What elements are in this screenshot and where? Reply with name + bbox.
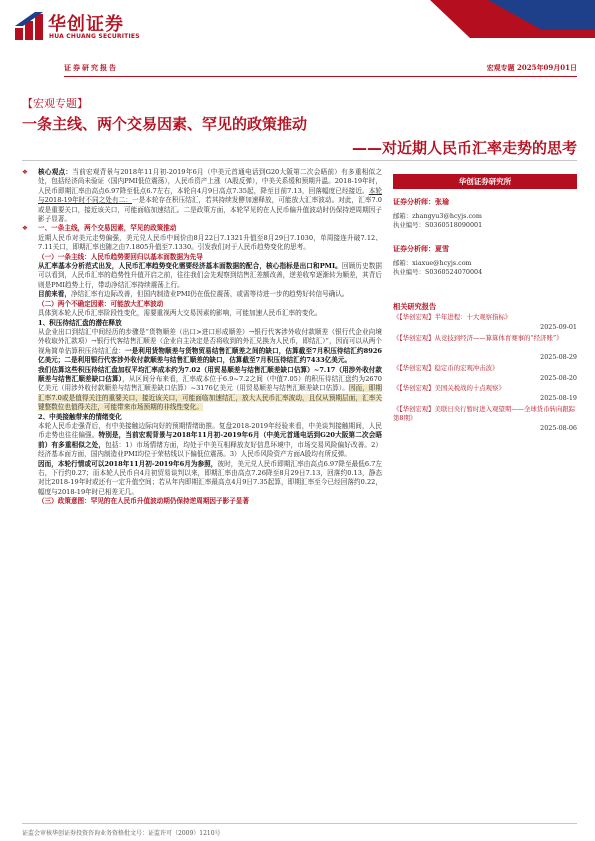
main-summary — [22, 168, 383, 507]
core-view-difference: 本轮与2018-19年时不同之处有二： — [38, 186, 383, 205]
related-report-date: 2025-08-19 — [540, 394, 577, 402]
core-view-body: 当前宏观背景与2018年11月初-2019年6月（中美元首通电话到G20大阪第二次会晤前）有多重相似之处，包括经济尚未验证（国内PMI低位震荡），人民币资产上涨（A股反弹），中美关系缓和预期升温。2018-19年时，人民币即期汇率由高点6.97降至低点6.7左右，本轮自4月9日高点7.35起，降至目前7.13，回落幅度已经接近。 — [38, 168, 383, 195]
related-report-date: 2025-08-06 — [540, 424, 577, 432]
analyst-1: 证券分析师：张瑜 邮箱：zhangyu3@hcyjs.com 执业编号：S0360518090001 — [393, 197, 577, 230]
part-1-heading: （一）一条主线：人民币趋势要回归以基本面数据为先导 — [38, 252, 203, 261]
brand-name-cn: 华创证券 — [48, 14, 124, 35]
bullet-icon: ❖ — [22, 168, 28, 176]
part-1-paragraph: 从汇率基本分析范式出发，人民币汇率趋势变化需要经济基本面数据的配合，核心指标是出口和PMI。回顾历史数据可以看到，人民币汇率的趋势性升值开启之前，往往我们会先观察到结售汇差额改善，逆差收窄逐渐转为顺差，其背后则是PMI趋势上行，带动净结汇率持续震荡上行。 — [38, 262, 383, 289]
part-1-current: 目前来看，净结汇率有边际改善，但国内制造业PMI仍在低位震荡，或需等待进一步的趋势好转信号确认。 — [38, 290, 349, 299]
core-view-label: 核心观点： — [38, 168, 73, 176]
report-title: 一条主线、两个交易因素、罕见的政策推动 — [22, 115, 308, 133]
related-report-link[interactable]: 《【华创宏观】稳定币的宏观冲击波》 — [393, 364, 499, 372]
bullet-icon: ❖ — [22, 224, 28, 233]
part-3-heading: （三）政策意图：罕见的在人民币升值波动期仍保持逆周期因子影子显著 — [38, 497, 249, 506]
brand-logo-mark — [14, 11, 44, 41]
part-2-body: 具体到本轮人民币汇率阶段性变化，需要重视两大交易因素的影响，可能加速人民币汇率的变化。 — [38, 309, 322, 318]
part-2-2-heading: 2、中美接触带来的情绪变化 — [38, 412, 122, 421]
related-report-link[interactable]: 《【华创宏观】半年进程：十大观察指标》 — [393, 313, 512, 321]
analyst-2-email[interactable]: xiaxue@hcyjs.com — [412, 259, 472, 267]
footer-license: 证监会审核华创证券投资咨询业务资格批文号：证监许可（2009）1210号 — [22, 830, 221, 837]
analyst-1-license: S0360518090001 — [424, 221, 483, 229]
footer-divider — [22, 823, 577, 824]
analyst-2: 证券分析师：夏雪 邮箱：xiaxue@hcyjs.com 执业编号：S0360524070004 — [393, 244, 577, 277]
related-report-date: 2025-09-01 — [540, 323, 577, 331]
analyst-1-name: 证券分析师：张瑜 — [393, 197, 449, 206]
part-2-1-paragraph: 从企业出口到结汇中间经历的步骤是“货物顺差（出口>进口形成顺差）→银行代客涉外收付款顺差（银行代企业向境外收取外汇款项）→银行代客结售汇顺差（企业自主决定是否将收到的外汇兑换为人民币，即结汇）”，因而可以从两个视角简单估算积压待结汇盘：一是利用货物顺差与货物贸易结售汇顺差之间的缺口，估算截至7月积压待结汇约8926亿美元；二是利用银行代客涉外收付款顺差与结售汇顺差的缺口，估算截至7月积压待结汇约7433亿美元。 — [38, 327, 382, 365]
section-1-body: 近期人民币对美元走势偏强，美元兑人民币中间价由8月22日7.1321升值至8月29日7.1030，单周接连升破7.12、7.11关口，即期汇率也随之由7.1805升值至7.1330。引发我们对于人民币趋势变化的思考。 — [38, 233, 382, 252]
report-tag: 【宏观专题】 — [22, 97, 88, 110]
core-view-tail: 一是本轮存在积压结汇，若其持续发酵加速释放，可能放大汇率波动。对此，汇率7.0或是重要关口，接近该关口，可能面临加速结汇。二是政策方面，本轮罕见的在人民币偏升值波动时仍保持逆周期因子影子显著。 — [38, 196, 382, 224]
related-report-date: 2025-08-20 — [540, 374, 577, 382]
header-divider — [64, 76, 577, 77]
corner-decoration — [430, 0, 595, 38]
report-type-date: 宏观专题 2025年09月01日 — [486, 63, 577, 72]
part-2-1-estimate: 我们估算这些积压待结汇盘加权平均汇率成本约为7.02（用贸易顺差与结售汇顺差缺口估算）~7.17（用涉外收付款顺差与结售汇顺差缺口估算），从区间分布来看，汇率成本位于6.9~7.2之间（中值7.05）的积压待结汇盘约为2670亿美元（用涉外收付款顺差与结售汇顺差缺口估算）~3176亿美元（用贸易顺差与结售汇顺差缺口估算）。因而，即期汇率7.0或是值得关注的重要关口，接近该关口，可能面临加速结汇，放大人民币汇率波动，且仅从预期层面，汇率关键整数位也值得关注，可能带来市场预期的非线性变化。 — [38, 365, 382, 412]
report-category: 证券研究报告 — [64, 63, 118, 72]
related-report-date: 2025-08-29 — [540, 353, 577, 361]
title-divider — [22, 160, 577, 161]
brand-name-en: HUA CHUANG SECURITIES — [49, 33, 140, 40]
part-2-1-heading: 1、积压待结汇盘的潜在释放 — [38, 318, 122, 327]
part-2-2-paragraph: 本轮人民币走强背后，有中美接触边际向好的预期情绪助推。复盘2018-2019年经验来看，中美谈判接触期间，人民币走势也往往偏强。特别是，当前宏观背景与2018年11月初-2019年6月（中美元首通电话到G20大阪第二次会晤前）有多重相似之处，包括：1）市场情绪方面，均处于中美互相释放友好信息环境中，市场交易风险偏好改善。2）经济基本面方面，国内制造业PMI均位于荣枯线以下偏低位震荡。3）人民币风险资产方面A股均有所反弹。 — [38, 421, 383, 459]
related-report-link[interactable]: 《【华创宏观】美国关税战的十点观察》 — [393, 384, 505, 392]
related-report-link[interactable]: 《【华创宏观】从竞技到经济——算算体育赛事的“经济账”》 — [393, 334, 563, 342]
section-1-heading: ❖ 一、一条主线，两个交易因素，罕见的政策推动 — [22, 224, 177, 233]
institute-banner: 华创证券研究所 — [393, 174, 577, 189]
report-subtitle: ——对近期人民币汇率走势的思考 — [351, 139, 577, 157]
part-2-heading: （二）两个不确定因素：可能放大汇率波动 — [38, 299, 164, 308]
analyst-2-name: 证券分析师：夏雪 — [393, 244, 449, 253]
related-reports-heading: 相关研究报告 — [393, 302, 437, 311]
analyst-1-email[interactable]: zhangyu3@hcyjs.com — [412, 212, 482, 220]
core-view-paragraph — [22, 168, 383, 224]
part-2-2-reference: 因而，本轮行情或可以2018年11月初-2019年6月为参照，彼时，美元兑人民币即期汇率由高点6.97降至最低6.7左右，下行约0.27；而本轮人民币自4月初贸易谈判以来，即期汇率由高点7.26降至8月29日7.13，回落约0.13，静态对比2018-19年时或还有一定升值空间；若从年内即期汇率最高点4月9日7.35起算，即期汇率至今已经回落约0.22，幅度与2018-19年时已相差无几。 — [38, 459, 383, 496]
related-report-link[interactable]: 《【华创宏观】美联日央行暂时进入观望期——全球货币转向跟踪第8期》 — [393, 405, 576, 422]
analyst-2-license: S0360524070004 — [424, 268, 483, 276]
